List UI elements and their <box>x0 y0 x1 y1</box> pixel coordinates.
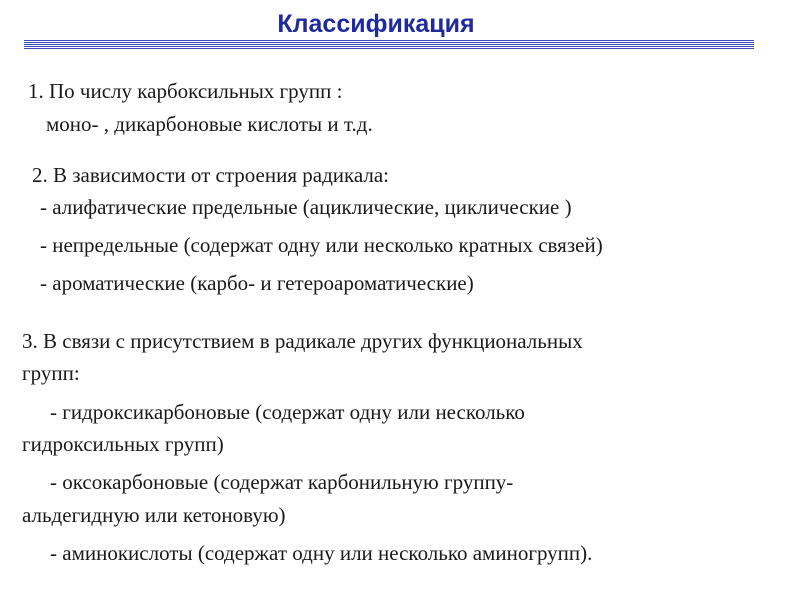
title-underline <box>24 40 754 49</box>
section2-item-unsaturated: - непредельные (содержат одну или несколько кратных связей) <box>40 233 603 257</box>
slide-title: Классификация <box>277 10 475 38</box>
section2-item-aromatic: - ароматические (карбо- и гетероароматические) <box>40 271 474 295</box>
section3-item-oxo-line2: альдегидную или кетоновую) <box>22 503 286 527</box>
section3-item-hydroxy-line1: - гидроксикарбоновые (содержат одну или несколько <box>50 400 525 424</box>
section3-item-oxo-line1: - оксокарбоновые (содержат карбонильную группу- <box>50 470 514 494</box>
section3-item-amino: - аминокислоты (содержат одну или несколько аминогрупп). <box>50 541 593 565</box>
section1-line: моно- , дикарбоновые кислоты и т.д. <box>46 112 373 136</box>
section3-heading-line1: 3. В связи с присутствием в радикале других функциональных <box>22 329 583 353</box>
section1-heading: 1. По числу карбоксильных групп : <box>28 79 343 103</box>
section2-item-aliphatic: - алифатические предельные (ациклические, циклические ) <box>40 195 572 219</box>
section3-item-hydroxy-line2: гидроксильных групп) <box>22 432 224 456</box>
section2-heading: 2. В зависимости от строения радикала: <box>32 163 390 187</box>
section3-heading-line2: групп: <box>22 361 80 385</box>
